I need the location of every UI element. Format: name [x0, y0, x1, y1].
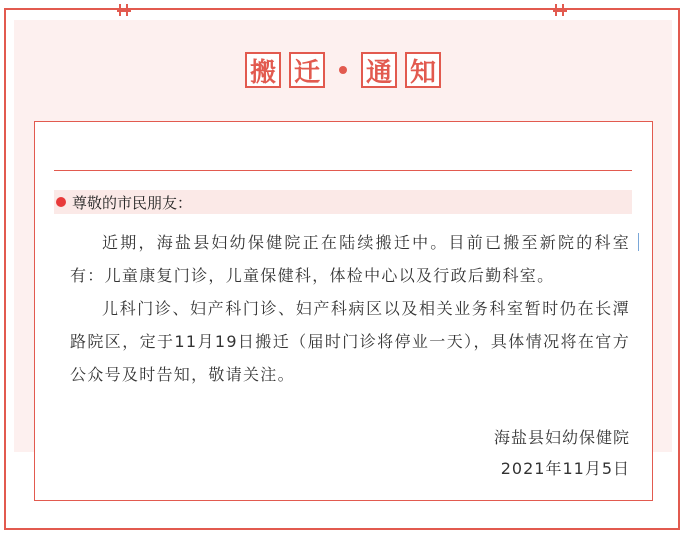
notice-title [0, 50, 686, 90]
greeting-text: 尊敬的市民朋友： [72, 193, 193, 212]
title-char-3: 通 [361, 52, 397, 88]
hanger-left-decoration [117, 4, 131, 16]
title-char-2: 迁 [289, 52, 325, 88]
paragraph-2: 儿科门诊、妇产科门诊、妇产科病区以及相关业务科室暂时仍在长潭路院区，定于11月19日搬迁（届时门诊将停业一天），具体情况将在官方公众号及时告知，敬请关注。 [70, 299, 630, 384]
title-separator-dot [339, 66, 347, 74]
divider-line [54, 170, 632, 171]
paragraph-1: 近期，海盐县妇幼保健院正在陆续搬迁中。目前已搬至新院的科室有：儿童康复门诊，儿童保健科，体检中心以及行政后勤科室。 [70, 233, 630, 285]
bullet-dot-icon [56, 197, 66, 207]
text-cursor [638, 233, 639, 251]
signature-organization: 海盐县妇幼保健院 [493, 428, 630, 447]
title-char-4: 知 [405, 52, 441, 88]
greeting-banner [54, 190, 632, 214]
signature-date: 2021年11月5日 [500, 459, 630, 478]
notice-body [70, 226, 630, 391]
title-char-1: 搬 [245, 52, 281, 88]
hanger-right-decoration [553, 4, 567, 16]
